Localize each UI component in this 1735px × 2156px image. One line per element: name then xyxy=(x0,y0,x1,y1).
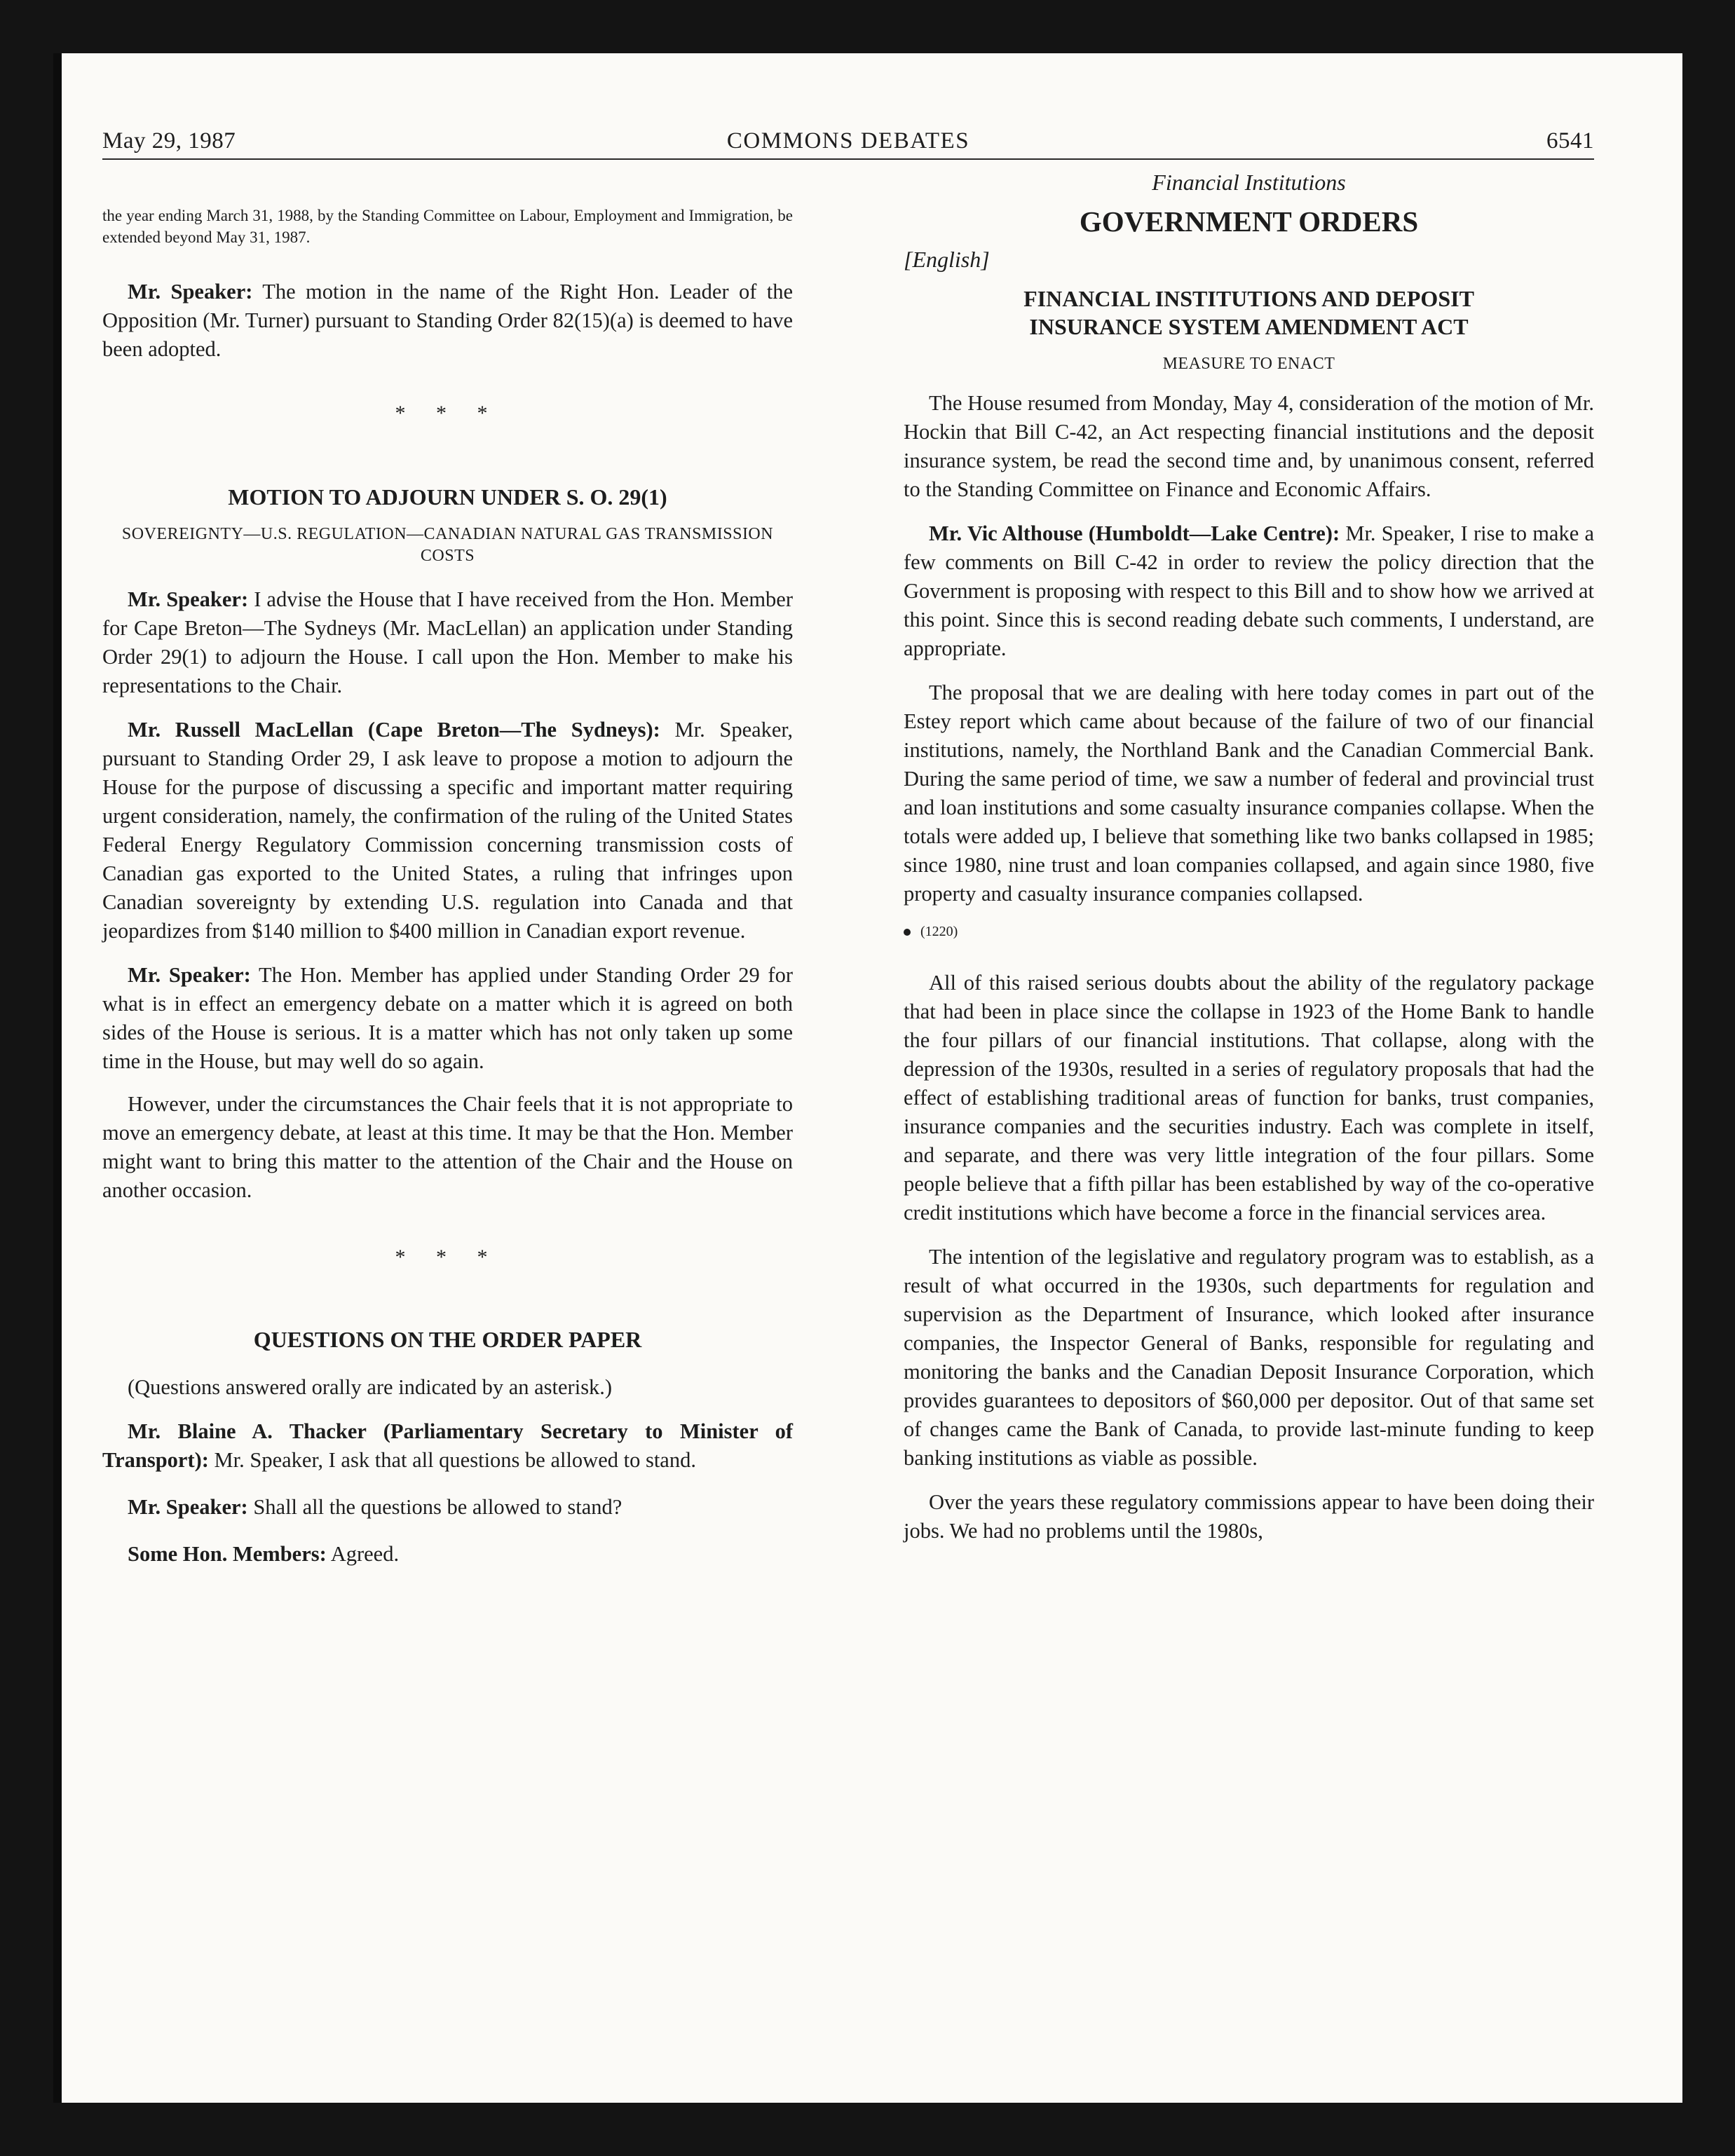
speech-paragraph xyxy=(904,519,1594,663)
header-date: May 29, 1987 xyxy=(102,128,236,153)
act-heading: FINANCIAL INSTITUTIONS AND DEPOSIT INSURANCE SYSTEM AMENDMENT ACT xyxy=(1023,286,1474,339)
speech-paragraph xyxy=(102,961,793,1076)
bullet-dot-icon xyxy=(904,929,911,936)
motion-subheading: SOVEREIGNTY—U.S. REGULATION—CANADIAN NATURAL GAS TRANSMISSION COSTS xyxy=(121,525,774,565)
questions-heading: QUESTIONS ON THE ORDER PAPER xyxy=(253,1327,642,1352)
section-separator: * * * xyxy=(395,402,501,425)
speaker-name: Mr. Speaker: xyxy=(128,1495,248,1519)
motion-heading: MOTION TO ADJOURN UNDER S. O. 29(1) xyxy=(228,484,667,510)
speech-paragraph: However, under the circumstances the Chair feels that it is not appropriate to move an emergency debate, at least at this time. It may be that the Hon. Member might want to bring this matter to the attention of the Chair and the House on another occasion. xyxy=(102,1092,793,1202)
speech-text: The Hon. Member has applied under Standing Order 29 for what is in effect an emergency debate on a matter which it is agreed on both sides of the House is serious. It is a matter which has not only taken up some time in the House, but may well do so again. xyxy=(102,963,793,1073)
speaker-name: Mr. Speaker: xyxy=(128,963,251,987)
speech-paragraph: The House resumed from Monday, May 4, consideration of the motion of Mr. Hockin that Bill C-42, an Act respecting financial institutions and the deposit insurance system, be read the second time and, by unanimous consent, referred to the Standing Committee on Finance and Economic Affairs. xyxy=(904,391,1594,501)
government-orders-heading: GOVERNMENT ORDERS xyxy=(1079,205,1419,238)
right-column xyxy=(904,164,1594,1546)
header-title: COMMONS DEBATES xyxy=(726,128,970,153)
speech-paragraph: The proposal that we are dealing with here today comes in part out of the Estey report which came about because of the failure of two of our financial institutions, namely, the Northland Bank and the Canadian Commercial Bank. During the same period of time, we saw a number of federal and provincial trust and loan institutions and some casualty insurance companies collapse. When the totals were added up, I believe that something like two banks collapsed in 1985; since 1980, nine trust and loan companies collapsed, and again since 1980, five property and casualty insurance companies collapsed. xyxy=(904,681,1594,906)
speaker-name: Mr. Vic Althouse (Humboldt—Lake Centre): xyxy=(929,521,1340,545)
speaker-name: Mr. Speaker: xyxy=(128,587,249,611)
section-separator: * * * xyxy=(395,1246,501,1269)
speech-paragraph: The intention of the legislative and regulatory program was to establish, as a result of what occurred in the 1930s, such departments for regulation and supervision as the Department of Insurance, which looked after insurance companies, the Inspector General of Banks, responsible for regulating and monitoring the banks and the Canadian Deposit Insurance Corporation, which provides guarantees to depositors of $60,000 per depositor. Out of that same set of changes came the Bank of Canada, to provide last-minute funding to keep banking institutions as viable as possible. xyxy=(904,1245,1594,1470)
speech-paragraph xyxy=(102,716,793,946)
speaker-name: Mr. Speaker: xyxy=(128,280,253,303)
header-rule xyxy=(102,158,1594,160)
time-marker xyxy=(904,921,1594,942)
speech-text: The motion in the name of the Right Hon. Leader of the Opposition (Mr. Turner) pursuant to Standing Order 82(15)(a) is deemed to have been adopted. xyxy=(102,280,793,361)
speech-paragraph xyxy=(102,1417,793,1475)
speaker-name: Mr. Blaine A. Thacker (Parliamentary Secretary to Minister of Transport): xyxy=(102,1419,793,1472)
left-column xyxy=(102,164,793,1569)
speech-paragraph xyxy=(102,585,793,700)
speech-text: I advise the House that I have received from the Hon. Member for Cape Breton—The Sydneys (Mr. MacLellan) an application under Standing Order 29(1) to adjourn the House. I call upon the Hon. Member to make his representations to the Chair. xyxy=(102,587,794,697)
running-header xyxy=(102,118,1594,160)
page-content xyxy=(102,118,1594,1566)
speech-text: Shall all the questions be allowed to stand? xyxy=(247,1495,622,1519)
section-label: Financial Institutions xyxy=(1152,170,1346,195)
act-subheading: MEASURE TO ENACT xyxy=(1162,355,1335,373)
speaker-name: Mr. Russell MacLellan (Cape Breton—The Sydneys): xyxy=(128,718,660,742)
continuation-text: the year ending March 31, 1988, by the Standing Committee on Labour, Employment and Immigration, be extended beyond May 31, 1987. xyxy=(102,207,793,246)
speech-paragraph xyxy=(102,1540,793,1569)
speech-text: Mr. Speaker, pursuant to Standing Order 29, I ask leave to propose a motion to adjourn the House for the purpose of discussing a specific and important matter requiring urgent consideration, namely, the confirmation of the ruling of the United States Federal Energy Regulatory Commission concerning transmission costs of Canadian gas exported to the United States, a ruling that infringes upon Canadian sovereignty by extending U.S. regulation into Canada and that jeopardizes from $140 million to $400 million in Canadian export revenue. xyxy=(102,718,793,943)
speaker-name: Some Hon. Members: xyxy=(128,1542,327,1566)
speech-text: Mr. Speaker, I ask that all questions be allowed to stand. xyxy=(208,1448,696,1472)
speech-text: Agreed. xyxy=(326,1542,400,1566)
questions-note: (Questions answered orally are indicated by an asterisk.) xyxy=(128,1375,613,1399)
speech-text: Mr. Speaker, I rise to make a few comments on Bill C-42 in order to review the policy direction that the Government is proposing with respect to this Bill and to show how we arrived at this point. Since this is second reading debate such comments, I understand, are appropriate. xyxy=(904,521,1594,660)
page-binding-edge xyxy=(53,53,62,2103)
speech-paragraph: All of this raised serious doubts about the ability of the regulatory package that had been in place since the collapse in 1923 of the Home Bank to handle the four pillars of our financial institutions. That collapse, along with the depression of the 1930s, resulted in a series of regulatory proposals that had the effect of establishing traditional areas of function for banks, trust companies, insurance companies and the securities industry. Each was complete in itself, and separate, and there was very little integration of the four pillars. Some people believe that a fifth pillar has been established by way of the co-operative credit institutions which have become a force in the financial services area. xyxy=(904,971,1594,1224)
time-marker-text: (1220) xyxy=(920,924,958,939)
page-number: 6541 xyxy=(1546,128,1594,153)
speech-paragraph: Over the years these regulatory commissions appear to have been doing their jobs. We had no problems until the 1980s, xyxy=(904,1490,1594,1543)
speech-paragraph xyxy=(102,278,793,364)
speech-paragraph xyxy=(102,1493,793,1522)
language-tag: [English] xyxy=(904,247,990,272)
